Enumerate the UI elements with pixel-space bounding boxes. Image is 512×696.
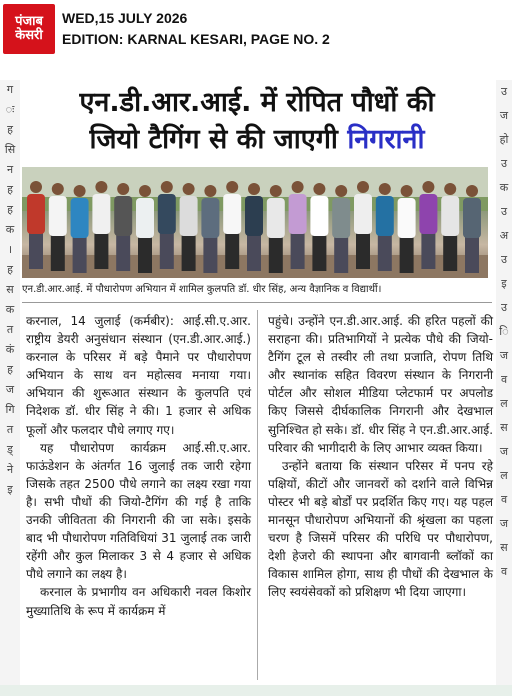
headline-line-2 bbox=[22, 121, 492, 158]
column-divider bbox=[257, 310, 258, 680]
logo-line-2: केसरी bbox=[15, 28, 43, 43]
clipped-glyph: ह bbox=[7, 363, 13, 376]
headline-line-1: एन.डी.आर.आई. में रोपित पौधों की bbox=[79, 87, 435, 118]
clipped-glyph: स bbox=[6, 283, 14, 296]
clipped-glyph: ह bbox=[7, 203, 13, 216]
headline-highlight: निगरानी bbox=[347, 124, 425, 155]
col1-paragraph-3: करनाल के प्रभागीय वन अधिकारी नवल किशोर मुख्यातिथि के रूप में कार्यक्रम में bbox=[26, 585, 251, 618]
clipped-glyph: ह bbox=[7, 183, 13, 196]
clipped-glyph: ज bbox=[499, 517, 509, 530]
clipped-glyph: उ bbox=[500, 205, 508, 218]
article-headline bbox=[22, 84, 492, 158]
clipped-glyph: ल bbox=[500, 397, 508, 410]
clipped-glyph: उ bbox=[500, 253, 508, 266]
clipped-glyph: व bbox=[500, 493, 508, 506]
adjacent-article-right-clipped bbox=[496, 80, 512, 696]
edition-name: EDITION: KARNAL KESARI, PAGE NO. 2 bbox=[62, 31, 330, 47]
clipped-glyph: स bbox=[500, 421, 508, 434]
article-column-1 bbox=[26, 312, 251, 620]
clipped-glyph: हो bbox=[499, 133, 509, 146]
adjacent-article-left-clipped bbox=[0, 80, 20, 696]
clipped-glyph: त bbox=[6, 323, 14, 336]
clipped-glyph: न bbox=[6, 163, 14, 176]
clipped-glyph: सि bbox=[4, 143, 16, 156]
clipped-glyph: स bbox=[500, 541, 508, 554]
clipped-glyph: क bbox=[5, 303, 15, 316]
bottom-edge bbox=[0, 685, 512, 696]
clipped-glyph: क bbox=[499, 181, 509, 194]
clipped-glyph: व bbox=[500, 373, 508, 386]
clipped-glyph: । bbox=[7, 243, 13, 256]
clipped-glyph: ने bbox=[6, 463, 14, 476]
clipped-glyph: क bbox=[5, 223, 15, 236]
news-photo bbox=[22, 167, 488, 278]
clipped-glyph: ल bbox=[500, 469, 508, 482]
article-column-2 bbox=[268, 312, 493, 602]
col2-paragraph-1: पहुंचे। उन्होंने एन.डी.आर.आई. की हरित पहलों की सराहना की। प्रतिभागियों ने प्रत्येक पौधे की जियो-टैगिंग टूल से तस्वीर ली तथा प्रजाति, रोपण तिथि और स्थानांक सहित विवरण संस्थान के निगरानी पोर्टल और सोशल मीडिया प्लेटफार्म पर अपलोड किए जिससे दीर्घकालिक निगरानी और देखभाल सुनिश्चित हो सके। डॉ. धीर सिंह ने एन.डी.आर.आई. परिवार की भागीदारी के लिए आभार व्यक्त किया। bbox=[268, 314, 494, 455]
col2-paragraph-2: उन्होंने बताया कि संस्थान परिसर में पनप रहे पक्षियों, कीटों और जानवरों को दर्शाने वाले विभिन्न पोस्टर भी बड़े बोर्डों पर प्रदर्शित किए गए। यह पहल मानसून पौधारोपण अभियानों की श्रृंखला का पहला चरण है जिसमें परिसर की परिधि पर पौधारोपण, देशी हेजरो की स्थापना और बागवानी ब्लॉकों का विकास शामिल होगा, साथ ही पौधों की देखभाल के लिए स्वयंसेवकों को प्रशिक्षण भी दिया जाएगा। bbox=[268, 458, 493, 600]
caption-divider bbox=[22, 302, 492, 303]
punjab-kesari-logo bbox=[3, 4, 55, 54]
clipped-glyph: इ bbox=[7, 483, 13, 496]
clipped-glyph: उ bbox=[500, 85, 508, 98]
clipped-glyph: ज bbox=[499, 445, 509, 458]
clipped-glyph: कं bbox=[5, 343, 15, 356]
headline-line-2-text: जियो टैगिंग से की जाएगी bbox=[89, 124, 338, 155]
clipped-glyph: गि bbox=[5, 403, 15, 416]
edition-header-bar bbox=[0, 0, 512, 58]
clipped-glyph: ज bbox=[499, 109, 509, 122]
clipped-glyph: ग bbox=[6, 83, 14, 96]
edition-meta bbox=[62, 8, 330, 50]
edition-date: WED,15 JULY 2026 bbox=[62, 10, 188, 26]
clipped-glyph: अ bbox=[499, 229, 509, 242]
clipped-glyph: व bbox=[500, 565, 508, 578]
clipped-glyph: ः bbox=[5, 103, 15, 116]
col1-paragraph-1: करनाल, 14 जुलाई (कर्मबीर): आई.सी.ए.आर. राष्ट्रीय डेयरी अनुसंधान संस्थान (एन.डी.आर.आई.) करनाल के परिसर में बड़े पैमाने पर पौधारोपण अभियान के साथ वन महोत्सव मनाया गया। अभियान की शुरूआत संस्थान के कुलपति एवं निदेशक डॉ. धीर सिंह ने की। 1 हजार से अधिक फूलों और फलदार पौधे लगाए गए। bbox=[26, 314, 251, 437]
clipped-glyph: उ bbox=[500, 301, 508, 314]
col1-paragraph-2: यह पौधारोपण कार्यक्रम आई.सी.ए.आर. फाऊंडेशन के अंतर्गत 16 जुलाई तक जारी रहेगा जिसके तहत 2500 पौधे लगाने का लक्ष्य रखा गया है। सभी पौधों की जियो-टैगिंग की गई है ताकि उनकी जीवितता की निगरानी की जा सके। इसके बाद भी पौधारोपण गतिविधियां 31 जुलाई तक जारी रहेंगी और कुल मिलाकर 3 से 4 हजार से अधिक पौधे लगाने का लक्ष्य है। bbox=[26, 440, 251, 582]
clipped-glyph: ह bbox=[7, 123, 13, 136]
clipped-glyph: इ bbox=[501, 277, 507, 290]
clipped-glyph: ह bbox=[7, 263, 13, 276]
clipped-glyph: ड् bbox=[7, 443, 13, 456]
group-photo-illustration bbox=[22, 167, 488, 278]
clipped-glyph: ि bbox=[499, 325, 509, 338]
clipped-glyph: उ bbox=[500, 157, 508, 170]
clipped-glyph: ज bbox=[499, 349, 509, 362]
logo-line-1: पंजाब bbox=[15, 14, 43, 30]
clipped-glyph: ज bbox=[5, 383, 15, 396]
photo-caption: एन.डी.आर.आई. में पौधारोपण अभियान में शामिल कुलपति डॉ. धीर सिंह, अन्य वैज्ञानिक व विद्यार्थी। bbox=[22, 284, 382, 295]
clipped-glyph: त bbox=[6, 423, 14, 436]
